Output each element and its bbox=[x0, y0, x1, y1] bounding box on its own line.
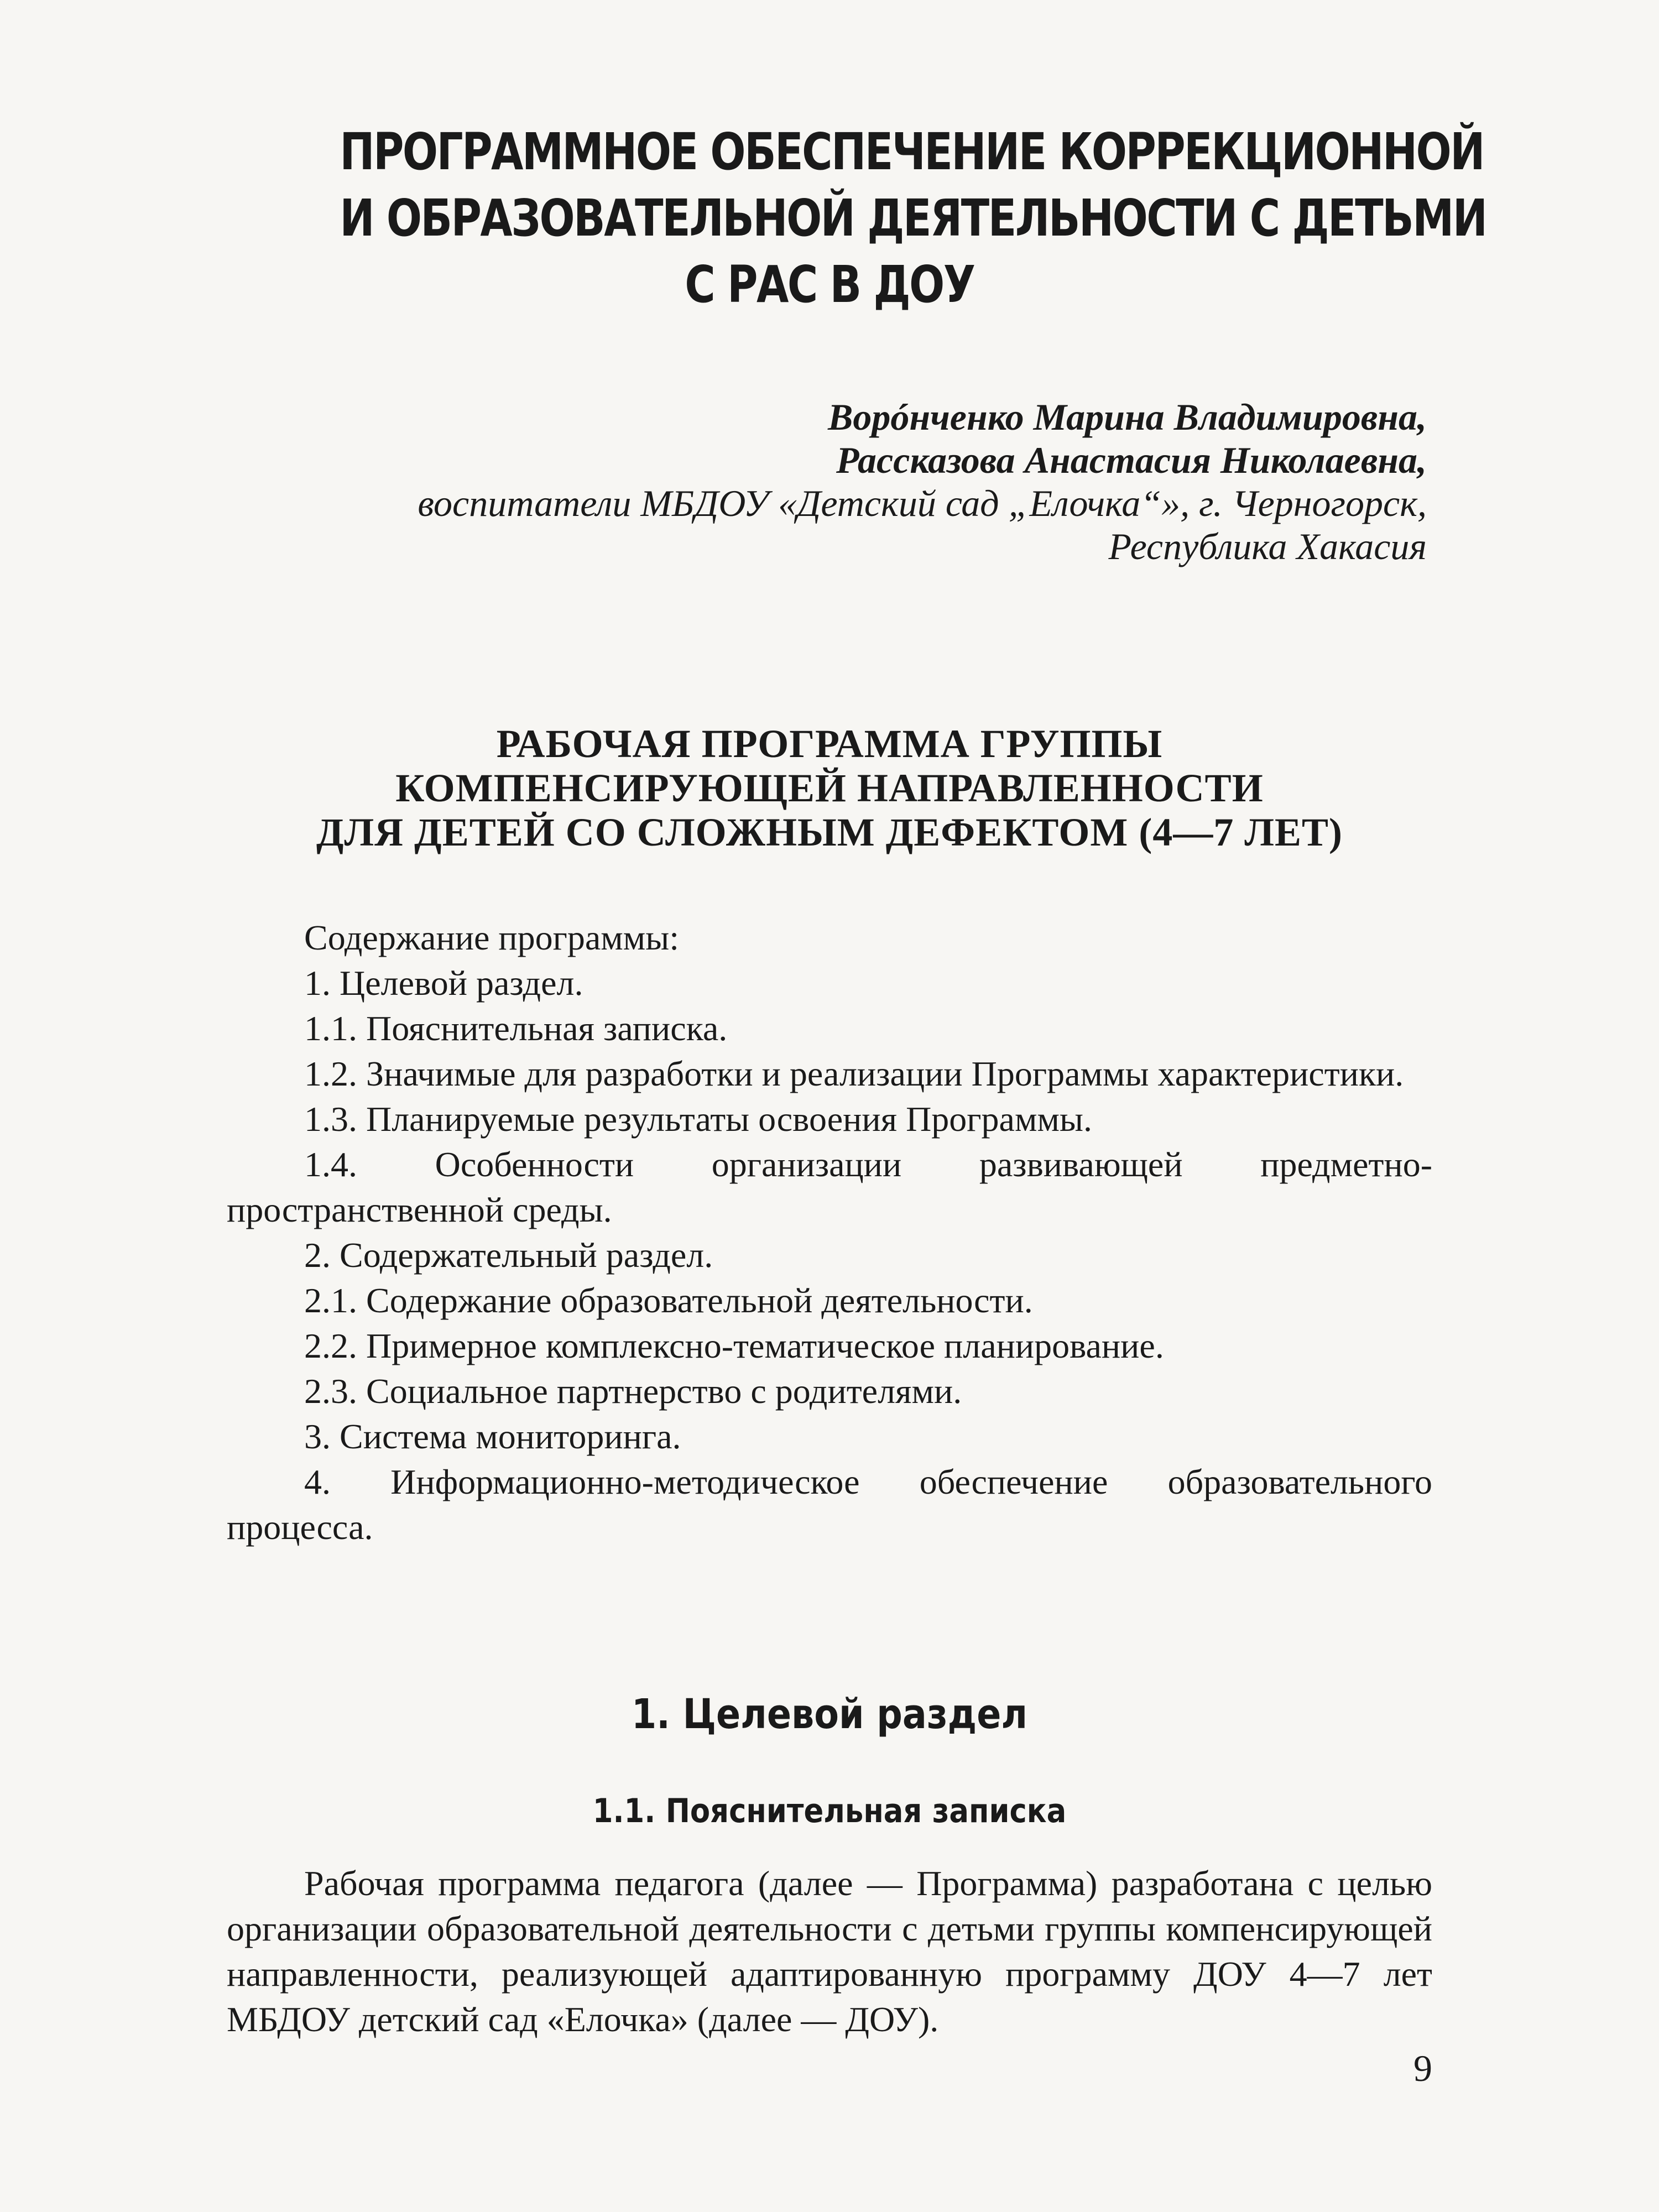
contents-item: 1.4. Особенности организации развивающей предметно-пространственной среды. bbox=[227, 1145, 1432, 1229]
article-title-line: ПРОГРАММНОЕ ОБЕСПЕЧЕНИЕ КОРРЕКЦИОННОЙ bbox=[340, 122, 1484, 181]
author-block bbox=[155, 395, 1427, 568]
article-title bbox=[340, 119, 1486, 318]
table-of-contents bbox=[227, 915, 1432, 1550]
article-title-line: С РАС В ДОУ bbox=[685, 255, 974, 314]
section-title bbox=[232, 722, 1427, 854]
contents-item: 1. Целевой раздел. bbox=[304, 963, 583, 1003]
contents-heading: Содержание программы: bbox=[304, 918, 680, 957]
author-affiliation: воспитатели МБДОУ «Детский сад „Елочка“», г. Черногорск, bbox=[418, 482, 1427, 524]
contents-item: 3. Система мониторинга. bbox=[304, 1417, 681, 1456]
article-title-line: И ОБРАЗОВАТЕЛЬНОЙ ДЕЯТЕЛЬНОСТИ С ДЕТЬМИ bbox=[340, 189, 1486, 248]
body-paragraph: Рабочая программа педагога (далее — Программа) разработана с целью организации образовательной деятельности с детьми группы компенсирующей направленности, реализующей адаптированную программу ДОУ 4—7 лет МБДОУ детский сад «Елочка» (далее — ДОУ). bbox=[227, 1864, 1432, 2039]
contents-item: 2. Содержательный раздел. bbox=[304, 1235, 713, 1275]
contents-item: 1.2. Значимые для разработки и реализации Программы характеристики. bbox=[304, 1054, 1404, 1093]
page-number: 9 bbox=[1413, 2047, 1432, 2089]
author-region: Республика Хакасия bbox=[1108, 525, 1427, 567]
section-title-line: РАБОЧАЯ ПРОГРАММА ГРУППЫ bbox=[496, 722, 1163, 766]
contents-item: 2.3. Социальное партнерство с родителями. bbox=[304, 1371, 962, 1411]
author-name: Рассказова Анастасия Николаевна, bbox=[836, 439, 1427, 481]
subsection-title: 1.1. Пояснительная записка bbox=[592, 1792, 1067, 1830]
contents-item: 2.1. Содержание образовательной деятельности. bbox=[304, 1281, 1033, 1320]
contents-item: 4. Информационно-методическое обеспечение образовательного процесса. bbox=[227, 1462, 1432, 1547]
contents-item: 1.3. Планируемые результаты освоения Программы. bbox=[304, 1099, 1092, 1139]
author-name: Ворóнченко Марина Владимировна, bbox=[827, 396, 1427, 438]
contents-item: 2.2. Примерное комплексно-тематическое планирование. bbox=[304, 1326, 1164, 1365]
section-title-line: ДЛЯ ДЕТЕЙ СО СЛОЖНЫМ ДЕФЕКТОМ (4—7 ЛЕТ) bbox=[316, 810, 1343, 854]
chapter-title: 1. Целевой раздел bbox=[631, 1691, 1028, 1738]
section-title-line: КОМПЕНСИРУЮЩЕЙ НАПРАВЛЕННОСТИ bbox=[395, 766, 1264, 810]
contents-item: 1.1. Пояснительная записка. bbox=[304, 1009, 728, 1048]
